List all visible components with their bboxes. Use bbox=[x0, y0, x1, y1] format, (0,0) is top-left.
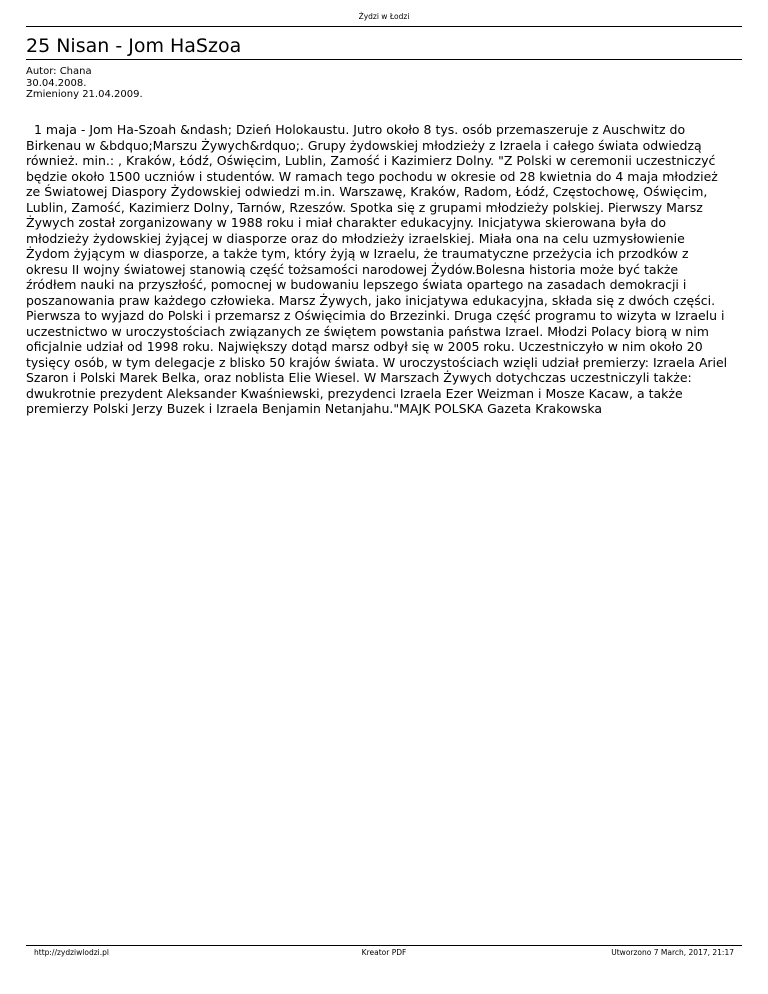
date-modified: Zmieniony 21.04.2009. bbox=[26, 89, 143, 100]
footer-url: http://zydziwlodzi.pl bbox=[34, 948, 109, 957]
footer-generator: Kreator PDF bbox=[361, 948, 407, 957]
article-title: 25 Nisan - Jom HaSzoa bbox=[26, 35, 242, 57]
author-line: Autor: Chana bbox=[26, 66, 92, 77]
footer-divider bbox=[26, 945, 742, 946]
title-divider bbox=[26, 59, 742, 60]
site-title: Żydzi w Łodzi bbox=[358, 12, 410, 21]
page-footer bbox=[34, 948, 734, 958]
header-divider bbox=[26, 26, 742, 27]
article-body: 1 maja - Jom Ha-Szoah &ndash; Dzień Holokaustu. Jutro około 8 tys. osób przemaszeruje z Auschwitz do Birkenau w &bdquo;Marszu Żywych&rdquo;. Grupy żydowskiej młodzieży z Izraela i całego świata odwiedzą również. min.: , Kraków, Łódź, Oświęcim, Lublin, Zamość i Kazimierz Dolny. "Z Polski w ceremonii uczestniczyć będzie około 1500 uczniów i studentów. W ramach tego pochodu w okresie od 28 kwietnia do 4 maja młodzież ze Światowej Diaspory Żydowskiej odwiedzi m.in. Warszawę, Kraków, Radom, Łódź, Częstochowę, Oświęcim, Lublin, Zamość, Kazimierz Dolny, Tarnów, Rzeszów. Spotka się z grupami młodzieży polskiej. Pierwszy Marsz Żywych został zorganizowany w 1988 roku i miał charakter edukacyjny. Inicjatywa skierowana była do młodzieży żydowskiej żyjącej w diasporze oraz do młodzieży izraelskiej. Miała ona na celu uzmysłowienie Żydom żyjącym w diasporze, a także tym, który żyją w Izraelu, że traumatyczne przeżycia ich przodków z okresu II wojny światowej stanowią część tożsamości narodowej Żydów.Bolesna historia może być także źródłem nauki na przyszłość, pomocnej w budowaniu lepszego świata opartego na zasadach demokracji i poszanowania praw każdego człowieka. Marsz Żywych, jako inicjatywa edukacyjna, składa się z dwóch części. Pierwsza to wyjazd do Polski i przemarsz z Oświęcimia do Brzezinki. Druga część programu to wizyta w Izraelu i uczestnictwo w uroczystościach związanych ze świętem powstania państwa Izrael. Młodzi Polacy biorą w nim oficjalnie udział od 1998 roku. Największy dotąd marsz odbył się w 2005 roku. Uczestniczyło w nim około 20 tysięcy osób, w tym delegacje z blisko 50 krajów świata. W uroczystościach wzięli udział premierzy: Izraela Ariel Szaron i Polski Marek Belka, oraz noblista Elie Wiesel. W Marszach Żywych dotychczas uczestniczyli także: dwukrotnie prezydent Aleksander Kwaśniewski, prezydenci Izraela Ezer Weizman i Mosze Kacaw, a także premierzy Polski Jerzy Buzek i Izraela Benjamin Netanjahu."MAJK POLSKA Gazeta Krakowska bbox=[26, 122, 728, 416]
page-header bbox=[26, 12, 742, 22]
date-created: 30.04.2008. bbox=[26, 77, 87, 89]
article-meta bbox=[26, 66, 143, 101]
footer-created-date: Utworzono 7 March, 2017, 21:17 bbox=[611, 948, 734, 957]
